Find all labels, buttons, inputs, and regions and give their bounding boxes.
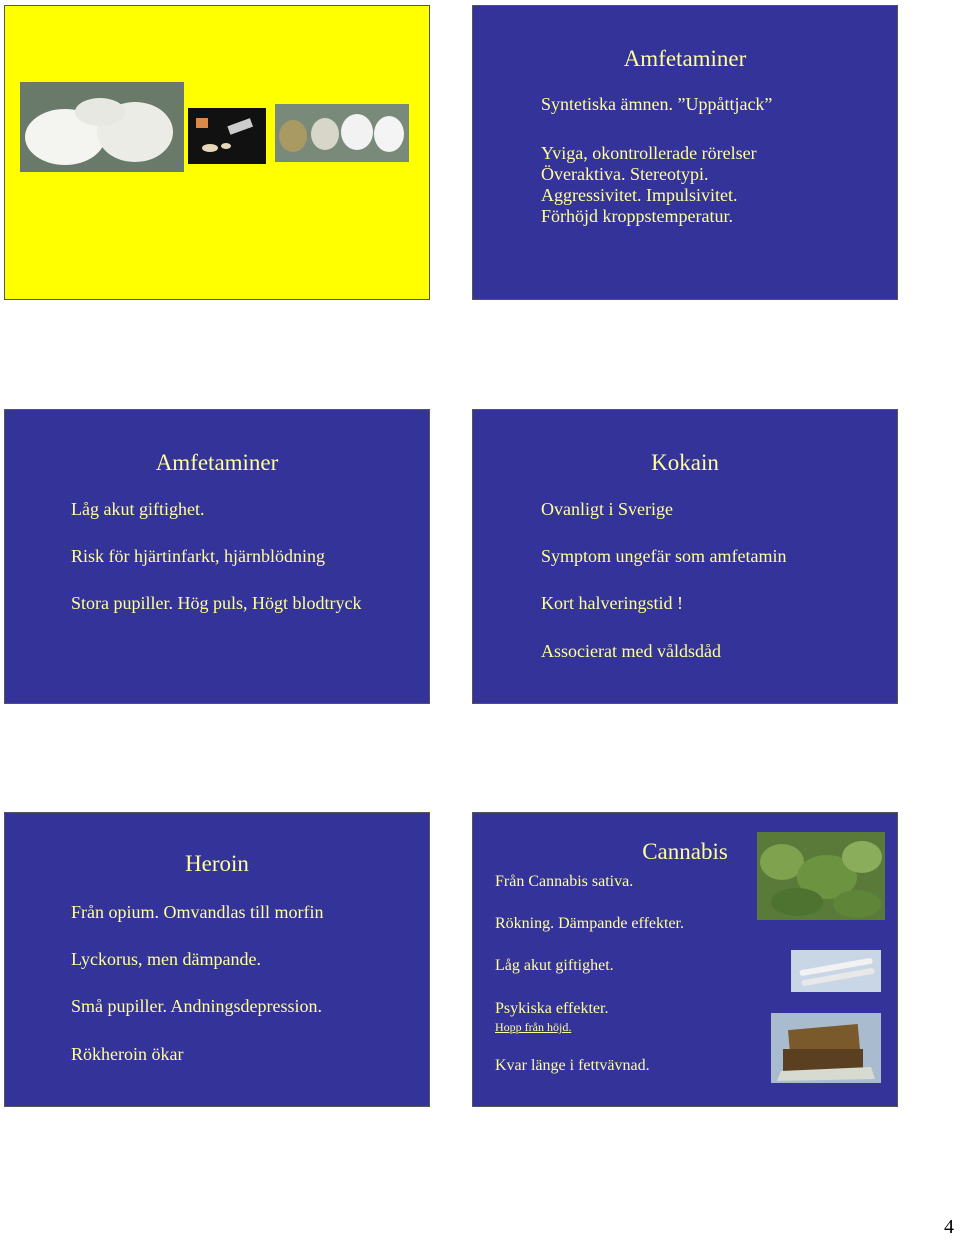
slide-line: Från opium. Omvandlas till morfin [71,902,324,922]
page-number: 4 [944,1216,954,1238]
slide-line: Lyckorus, men dämpande. [71,949,261,969]
joints-photo [791,950,881,992]
slide-title: Kokain [651,450,719,475]
slide-title: Heroin [185,851,249,876]
slide-line: Överaktiva. Stereotypi. [541,164,709,184]
slide-kokain [472,409,898,704]
slide-amfetaminer-2 [4,409,430,704]
slide-line: Rökheroin ökar [71,1044,184,1064]
slide-line: Kvar länge i fettvävnad. [495,1057,650,1074]
slide-line: Yviga, okontrollerade rörelser [541,143,757,163]
white-powder-photo [20,82,184,172]
slide-line: Risk för hjärtinfarkt, hjärnblödning [71,546,325,566]
slide-cannabis [472,812,898,1107]
slide-amfetaminer-1 [472,5,898,300]
slide-line: Låg akut giftighet. [495,957,614,974]
slide-line: Från Cannabis sativa. [495,873,634,890]
slide-title: Cannabis [642,839,728,864]
slide-line: Syntetiska ämnen. ”Uppåttjack” [541,94,773,114]
slide-line: Aggressivitet. Impulsivitet. [541,185,738,205]
slide-line: Förhöjd kroppstemperatur. [541,206,733,226]
hashish-blocks-photo [771,1013,881,1083]
slide-title: Amfetaminer [155,450,279,475]
slide-title: Amfetaminer [623,46,747,71]
slide-line: Kort halveringstid ! [541,593,683,613]
slide-line: Ovanligt i Sverige [541,499,673,519]
cannabis-plant-photo [757,832,885,920]
slide-heroin [4,812,430,1107]
slide-amphetamine-photos [4,5,430,300]
pills-vial-photo [188,108,266,164]
slide-line: Rökning. Dämpande effekter. [495,915,684,932]
slide-link-text: Hopp från höjd. [495,1020,572,1034]
slide-line: Stora pupiller. Hög puls, Högt blodtryck [71,593,362,613]
slide-line: Psykiska effekter. [495,1000,609,1017]
slide-line: Symptom ungefär som amfetamin [541,546,787,566]
powder-piles-photo [275,104,409,162]
slide-line: Associerat med våldsdåd [541,641,721,661]
slide-line: Låg akut giftighet. [71,499,205,519]
slide-line: Små pupiller. Andningsdepression. [71,996,322,1016]
